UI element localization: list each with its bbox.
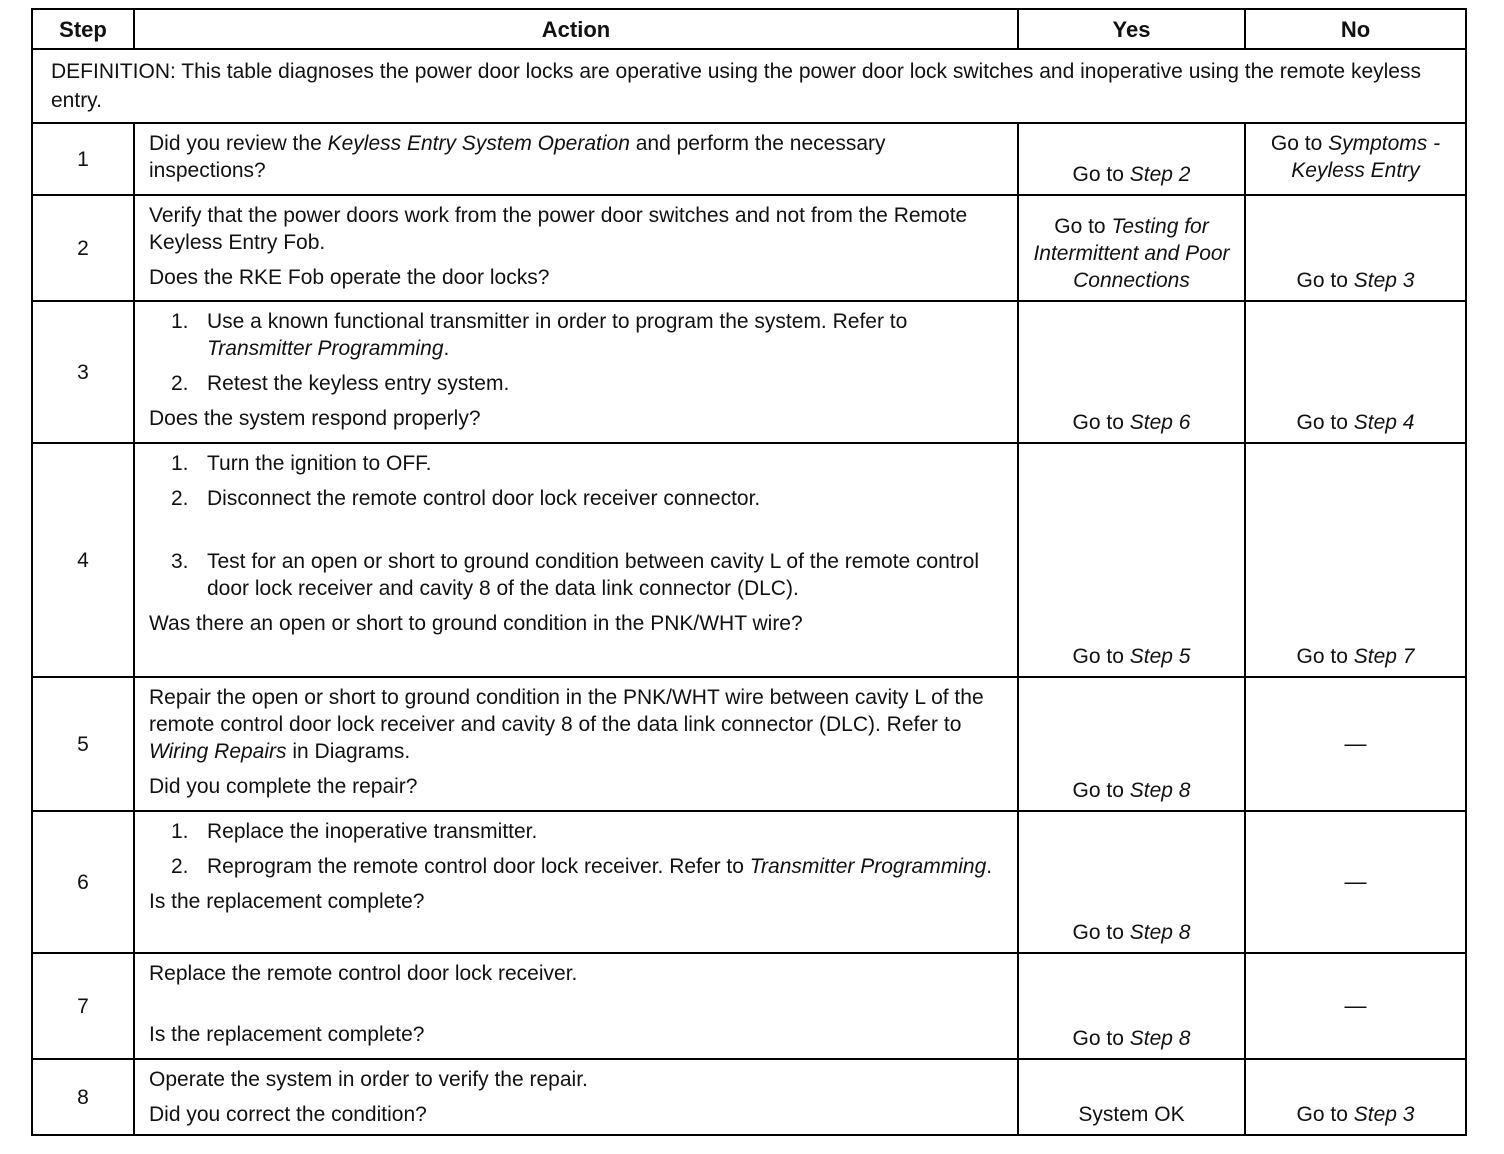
no-link: Step 3 (1353, 1103, 1415, 1126)
action-text: Verify that the power doors work from the power door switches and not from the Remote Keyless Entry Fob. (149, 204, 968, 254)
action-reference: Transmitter Programming (749, 855, 987, 878)
no-link: Step 4 (1353, 411, 1415, 434)
step-number: 6 (32, 811, 134, 953)
no-text: Go to (1296, 1103, 1354, 1126)
no-cell (1245, 1059, 1466, 1135)
table-row (32, 301, 1466, 443)
table-row (32, 443, 1466, 677)
no-cell: — (1245, 811, 1466, 953)
action-question: Did you complete the repair? (149, 775, 418, 798)
definition-text: DEFINITION: This table diagnoses the power door locks are operative using the power door lock switches and inoperative using the remote keyless entry. (32, 49, 1466, 123)
action-text: in Diagrams. (286, 740, 411, 763)
yes-cell (1018, 811, 1245, 953)
list-item: 1. Replace the inoperative transmitter. (171, 820, 538, 843)
action-cell (134, 677, 1018, 811)
no-text: Go to (1270, 132, 1329, 155)
table-row (32, 1059, 1466, 1135)
yes-link: Step 8 (1129, 1027, 1191, 1050)
yes-cell (1018, 301, 1245, 443)
yes-cell: System OK (1018, 1059, 1245, 1135)
yes-cell (1018, 195, 1245, 301)
yes-cell (1018, 443, 1245, 677)
header-no: No (1245, 9, 1466, 49)
action-question: Is the replacement complete? (149, 890, 425, 913)
yes-cell (1018, 953, 1245, 1059)
step-number: 3 (32, 301, 134, 443)
action-reference: Transmitter Programming (207, 337, 444, 360)
header-action: Action (134, 9, 1018, 49)
action-cell (134, 811, 1018, 953)
action-text: and perform the necessary inspections? (149, 132, 886, 182)
action-cell (134, 123, 1018, 195)
yes-text: Go to (1072, 1027, 1130, 1050)
action-steps (149, 450, 1007, 602)
no-link: Step 7 (1353, 645, 1415, 668)
action-steps (149, 308, 1007, 397)
no-text: Go to (1296, 645, 1354, 668)
yes-link: Step 2 (1129, 163, 1191, 186)
action-question: Did you correct the condition? (149, 1103, 427, 1126)
table-row (32, 811, 1466, 953)
no-link: Symptoms - Keyless Entry (1291, 132, 1441, 182)
no-cell (1245, 443, 1466, 677)
step-number: 4 (32, 443, 134, 677)
list-item: 1. Use a known functional transmitter in order to program the system. Refer to Transmitter Programming. (171, 310, 908, 360)
list-item: 2. Disconnect the remote control door lock receiver connector. (171, 487, 761, 510)
no-cell (1245, 195, 1466, 301)
list-item: 3. Test for an open or short to ground condition between cavity L of the remote control door lock receiver and cavity 8 of the data link connector (DLC). (171, 550, 980, 600)
action-text: Repair the open or short to ground condition in the PNK/WHT wire between cavity L of the remote control door lock receiver and cavity 8 of the data link connector (DLC). Refer to (149, 686, 984, 736)
yes-link: Step 8 (1129, 921, 1191, 944)
step-number: 2 (32, 195, 134, 301)
action-reference: Wiring Repairs (149, 740, 287, 763)
yes-text: Go to (1054, 215, 1112, 238)
list-item: 2. Retest the keyless entry system. (171, 372, 510, 395)
action-text: Replace the remote control door lock receiver. (149, 962, 578, 985)
table-row (32, 195, 1466, 301)
no-cell (1245, 123, 1466, 195)
action-cell (134, 443, 1018, 677)
no-text: Go to (1296, 269, 1354, 292)
yes-text: Go to (1072, 779, 1130, 802)
yes-link: Step 5 (1129, 645, 1191, 668)
action-question: Is the replacement complete? (149, 1023, 425, 1046)
yes-text: Go to (1072, 645, 1130, 668)
action-question: Does the RKE Fob operate the door locks? (149, 266, 550, 289)
table-row (32, 123, 1466, 195)
yes-text: Go to (1072, 163, 1130, 186)
definition-row (32, 49, 1466, 123)
action-text: Operate the system in order to verify the repair. (149, 1068, 588, 1091)
action-cell (134, 953, 1018, 1059)
step-number: 1 (32, 123, 134, 195)
no-cell: — (1245, 953, 1466, 1059)
table-row (32, 953, 1466, 1059)
action-cell (134, 195, 1018, 301)
action-question: Was there an open or short to ground condition in the PNK/WHT wire? (149, 612, 803, 635)
action-text: Did you review the (149, 132, 328, 155)
action-question: Does the system respond properly? (149, 407, 481, 430)
yes-link: Step 8 (1129, 779, 1191, 802)
step-number: 5 (32, 677, 134, 811)
action-cell (134, 1059, 1018, 1135)
action-steps (149, 818, 1007, 880)
action-cell (134, 301, 1018, 443)
list-item: 2. Reprogram the remote control door lock receiver. Refer to Transmitter Programming. (171, 855, 993, 878)
no-text: Go to (1296, 411, 1354, 434)
table-row (32, 677, 1466, 811)
no-link: Step 3 (1353, 269, 1415, 292)
no-cell: — (1245, 677, 1466, 811)
step-number: 8 (32, 1059, 134, 1135)
action-reference: Keyless Entry System Operation (327, 132, 630, 155)
yes-link: Step 6 (1129, 411, 1191, 434)
diagnostic-table (31, 8, 1467, 1136)
list-item: 1. Turn the ignition to OFF. (171, 452, 432, 475)
yes-text: Go to (1072, 411, 1130, 434)
header-yes: Yes (1018, 9, 1245, 49)
header-row (32, 9, 1466, 49)
yes-link: Testing for Intermittent and Poor Connections (1033, 215, 1230, 292)
yes-text: Go to (1072, 921, 1130, 944)
step-number: 7 (32, 953, 134, 1059)
yes-cell (1018, 123, 1245, 195)
no-cell (1245, 301, 1466, 443)
header-step: Step (32, 9, 134, 49)
yes-cell (1018, 677, 1245, 811)
